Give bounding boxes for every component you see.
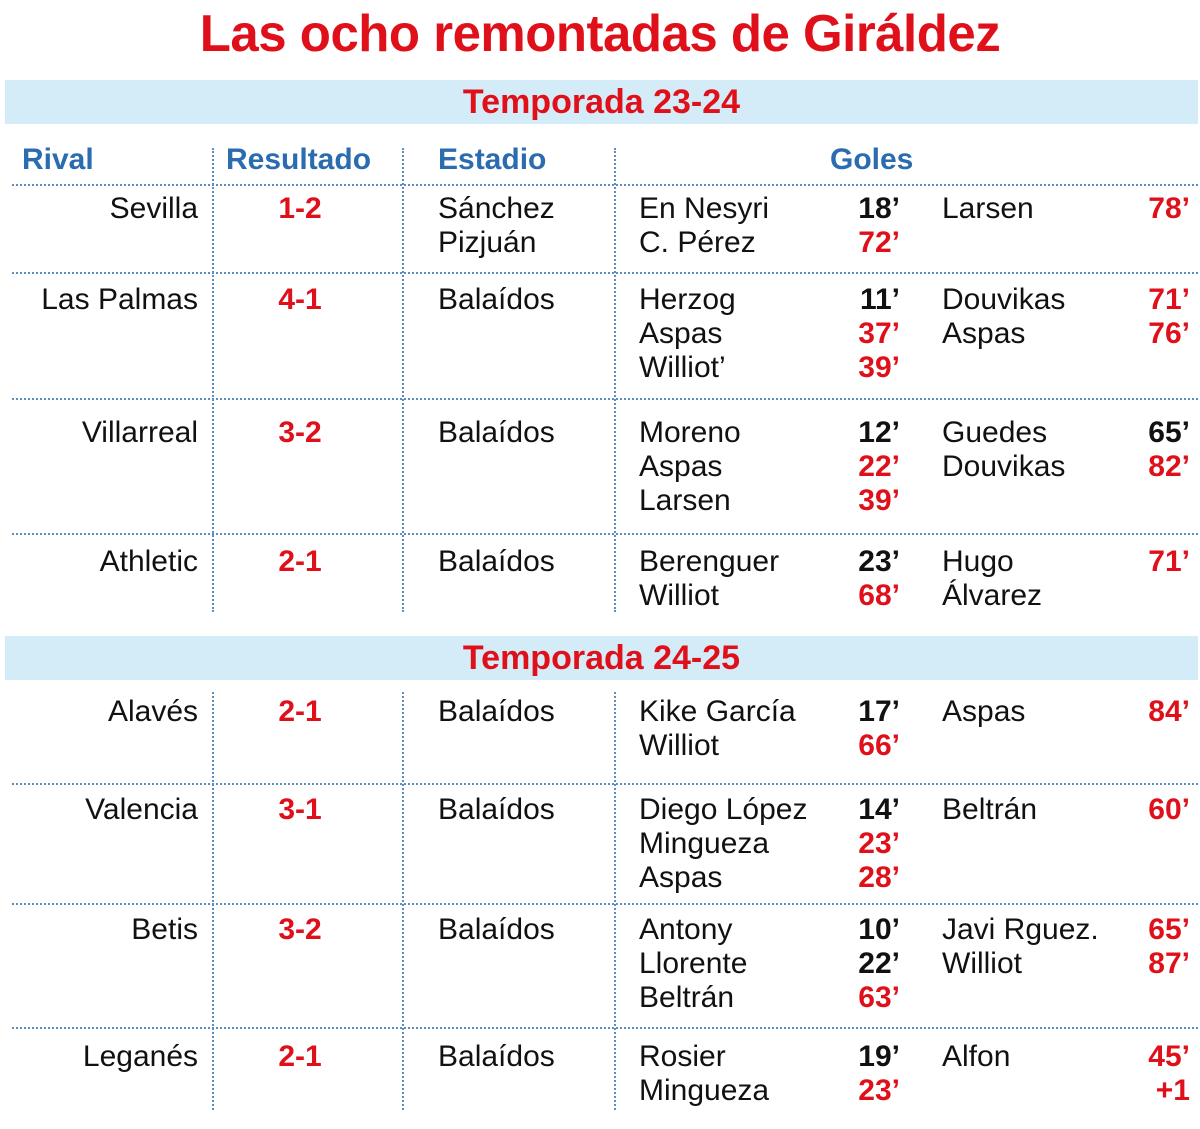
match-result: 3-1 — [278, 793, 322, 826]
goal-minute: 39’ — [858, 351, 900, 384]
goal-minute: 18’ — [858, 192, 900, 225]
goal-scorer: Kike García — [639, 695, 796, 728]
row-divider — [12, 783, 1198, 785]
goal-scorer: Rosier — [639, 1040, 726, 1073]
goal-scorer: Alfon — [942, 1040, 1011, 1073]
goal-scorer: Beltrán — [942, 793, 1038, 826]
goal-scorer: Larsen — [639, 484, 731, 517]
goal-minute: 12’ — [858, 416, 900, 449]
rival-name: Betis — [131, 913, 198, 946]
goal-scorer: Diego López — [639, 793, 808, 826]
goal-scorer: Williot’ — [639, 351, 726, 384]
row-divider — [12, 184, 1198, 186]
goal-scorer: Larsen — [942, 192, 1034, 225]
goal-minute: 39’ — [858, 484, 900, 517]
goal-scorer: Williot — [639, 729, 719, 762]
page-title: Las ocho remontadas de Giráldez — [199, 5, 1001, 63]
row-divider — [12, 1027, 1198, 1029]
goal-scorer: Moreno — [639, 416, 741, 449]
goal-minute: 23’ — [858, 545, 900, 578]
column-divider — [402, 148, 404, 612]
stadium-name: Balaídos — [438, 416, 555, 449]
goal-minute: 78’ — [1148, 192, 1190, 225]
rival-name: Athletic — [99, 545, 198, 578]
goal-minute: 68’ — [858, 579, 900, 612]
goal-minute: 65’ — [1148, 913, 1190, 946]
goal-minute: 23’ — [858, 827, 900, 860]
goal-scorer: Aspas — [639, 450, 723, 483]
goal-scorer: Javi Rguez. — [942, 913, 1099, 946]
goal-scorer: Aspas — [639, 861, 723, 894]
stadium-name: Sánchez — [438, 192, 555, 225]
rival-name: Las Palmas — [41, 283, 198, 316]
goal-scorer: Aspas — [942, 317, 1026, 350]
goal-scorer: Herzog — [639, 283, 736, 316]
match-result: 1-2 — [278, 192, 322, 225]
goal-scorer: Beltrán — [639, 981, 735, 1014]
goal-minute: 22’ — [858, 450, 900, 483]
row-divider — [12, 903, 1198, 905]
goal-scorer: Williot — [942, 947, 1022, 980]
rival-name: Sevilla — [109, 192, 198, 225]
goal-minute: 11’ — [859, 283, 900, 316]
goal-scorer: Mingueza — [639, 827, 770, 860]
row-divider — [12, 533, 1198, 535]
match-result: 2-1 — [278, 1040, 322, 1073]
goal-minute: 71’ — [1148, 283, 1190, 316]
rival-name: Valencia — [85, 793, 198, 826]
goal-minute: 66’ — [858, 729, 900, 762]
goal-minute: 19’ — [858, 1040, 900, 1073]
goal-scorer: Hugo — [942, 545, 1014, 578]
goal-minute: 10’ — [858, 913, 900, 946]
goal-minute: 84’ — [1148, 695, 1190, 728]
stadium-name: Pizjuán — [438, 226, 537, 259]
goal-minute: 23’ — [858, 1074, 900, 1107]
column-divider — [614, 148, 616, 612]
goal-scorer: Guedes — [942, 416, 1048, 449]
goal-minute: 76’ — [1148, 317, 1190, 350]
goal-scorer: C. Pérez — [639, 226, 756, 259]
column-divider — [402, 692, 404, 1110]
goal-scorer: Antony — [639, 913, 733, 946]
goal-minute: +1 — [1155, 1074, 1190, 1107]
column-header-goles: Goles — [830, 143, 914, 176]
goal-minute: 72’ — [858, 226, 900, 259]
column-divider — [614, 692, 616, 1110]
stadium-name: Balaídos — [438, 545, 555, 578]
match-result: 2-1 — [278, 545, 322, 578]
goal-scorer: Douvikas — [942, 450, 1066, 483]
match-result: 3-2 — [278, 416, 322, 449]
row-divider — [12, 272, 1198, 274]
goal-scorer: Álvarez — [942, 579, 1043, 612]
season-band-23-24: Temporada 23-24 — [5, 80, 1198, 124]
goal-minute: 14’ — [858, 793, 900, 826]
goal-scorer: Llorente — [639, 947, 748, 980]
goal-minute: 45’ — [1148, 1040, 1190, 1073]
stadium-name: Balaídos — [438, 283, 555, 316]
stadium-name: Balaídos — [438, 793, 555, 826]
goal-minute: 63’ — [858, 981, 900, 1014]
goal-scorer: Douvikas — [942, 283, 1066, 316]
goal-minute: 22’ — [858, 947, 900, 980]
goal-minute: 37’ — [858, 317, 900, 350]
goal-scorer: En Nesyri — [639, 192, 770, 225]
season-band-24-25: Temporada 24-25 — [5, 636, 1198, 680]
rival-name: Alavés — [107, 695, 198, 728]
match-result: 3-2 — [278, 913, 322, 946]
goal-scorer: Williot — [639, 579, 719, 612]
goal-scorer: Mingueza — [639, 1074, 770, 1107]
rival-name: Villarreal — [81, 416, 198, 449]
match-result: 4-1 — [278, 283, 322, 316]
column-header-estadio: Estadio — [438, 143, 547, 176]
stadium-name: Balaídos — [438, 1040, 555, 1073]
rival-name: Leganés — [82, 1040, 198, 1073]
goal-minute: 28’ — [858, 861, 900, 894]
column-header-resultado: Resultado — [226, 143, 372, 176]
goal-minute: 82’ — [1148, 450, 1190, 483]
goal-minute: 71’ — [1148, 545, 1190, 578]
goal-scorer: Aspas — [639, 317, 723, 350]
goal-scorer: Aspas — [942, 695, 1026, 728]
match-result: 2-1 — [278, 695, 322, 728]
goal-minute: 65’ — [1148, 416, 1190, 449]
column-header-rival: Rival — [22, 143, 94, 176]
goal-minute: 17’ — [858, 695, 900, 728]
goal-minute: 60’ — [1148, 793, 1190, 826]
goal-minute: 87’ — [1148, 947, 1190, 980]
goal-scorer: Berenguer — [639, 545, 780, 578]
row-divider — [12, 398, 1198, 400]
stadium-name: Balaídos — [438, 913, 555, 946]
stadium-name: Balaídos — [438, 695, 555, 728]
